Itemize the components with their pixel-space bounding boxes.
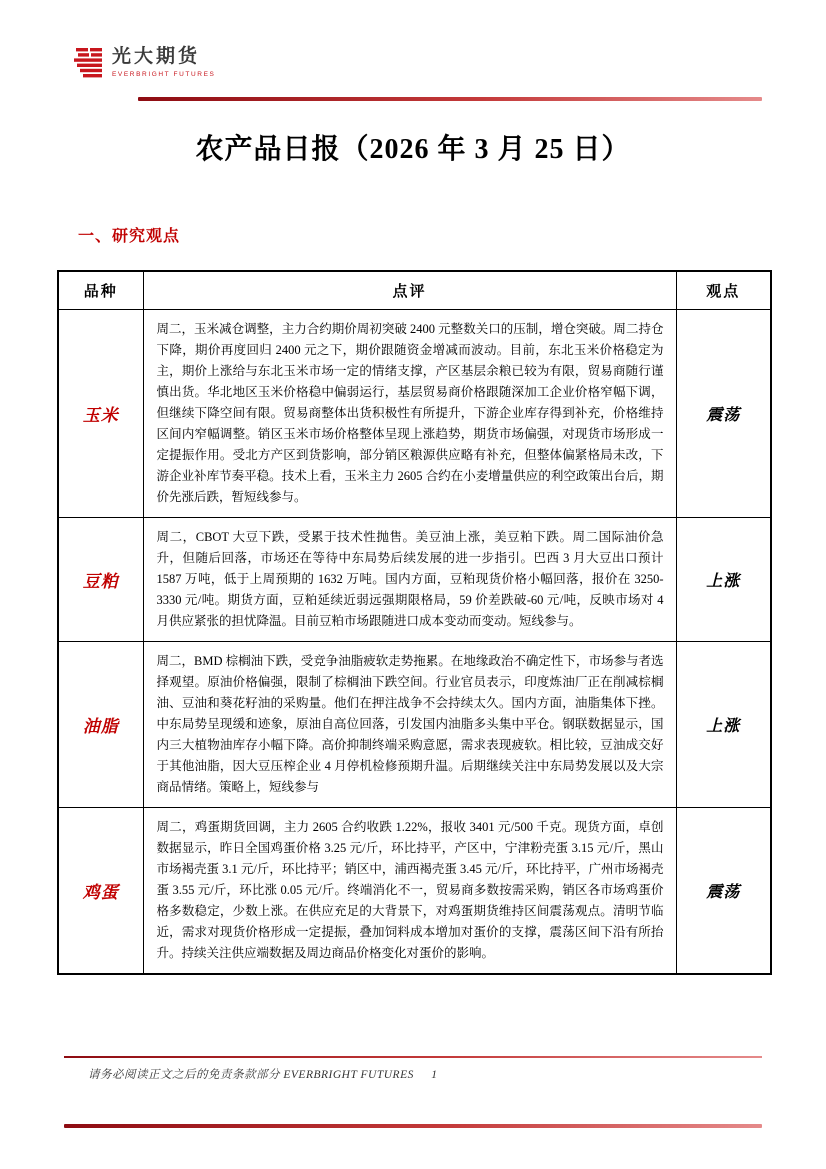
variety-label: 鸡蛋 xyxy=(58,807,143,974)
report-title: 农产品日报（2026 年 3 月 25 日） xyxy=(195,134,631,165)
column-header-variety: 品种 xyxy=(58,271,143,309)
view-label: 震荡 xyxy=(676,309,771,517)
page-bottom-rule xyxy=(64,1124,762,1128)
research-views-table xyxy=(57,270,772,975)
view-label: 上涨 xyxy=(676,517,771,641)
logo xyxy=(74,46,826,88)
disclaimer-text: 请务必阅读正文之后的免责条款部分 EVERBRIGHT FUTURES xyxy=(88,1069,414,1081)
column-header-comment: 点评 xyxy=(143,271,676,309)
page-number: 1 xyxy=(431,1069,438,1081)
variety-label: 豆粕 xyxy=(58,517,143,641)
table-row-soybean-meal xyxy=(58,517,771,641)
footer-divider xyxy=(64,1056,762,1058)
logo-chinese-name: 光大期货 xyxy=(112,46,201,67)
everbright-logo-icon xyxy=(74,47,104,81)
report-header xyxy=(0,0,826,101)
view-label: 震荡 xyxy=(676,807,771,974)
section-heading-research-views: 一、研究观点 xyxy=(78,228,181,245)
comment-text: 周二，鸡蛋期货回调，主力 2605 合约收跌 1.22%，报收 3401 元/500 千克。现货方面，卓创数据显示，昨日全国鸡蛋价格 3.25 元/斤，环比持平，产区中，宁津粉壳蛋 3.15 元/斤，黑山市场褐壳蛋 3.1 元/斤，环比持平；销区中，浦西褐壳蛋 3.45 元/斤，环比持平，广州市场褐壳蛋 3.55 元/斤，环比涨 0.05 元/斤。终端消化不一，贸易商多数按需采购，销区各市场鸡蛋价格多数稳定，少数上涨。在供应充足的大背景下，对鸡蛋期货维持区间震荡观点。清明节临近，需求对现货价格形成一定提振，叠加饲料成本增加对蛋价的支撑，震荡区间下沿有所抬升。持续关注供应端数据及周边商品价格变化对蛋价的影响。 xyxy=(143,807,676,974)
header-divider xyxy=(138,97,762,101)
table-row-corn xyxy=(58,309,771,517)
logo-text xyxy=(112,46,215,78)
table-row-oils xyxy=(58,641,771,807)
column-header-view: 观点 xyxy=(676,271,771,309)
comment-text: 周二，玉米减仓调整，主力合约期价周初突破 2400 元整数关口的压制，增仓突破。周二持仓下降，期价再度回归 2400 元之下，期价跟随资金增减而波动。目前，东北玉米价格稳定为主，期价上涨给与东北玉米市场一定的情绪支撑，产区基层余粮已较为有限，贸易商随行谨慎出货。华北地区玉米价格稳中偏弱运行，基层贸易商价格跟随深加工企业价格窄幅下调，但继续下降空间有限。贸易商整体出货积极性有所提升，下游企业库存得到补充，价格维持区间内窄幅调整。销区玉米市场价格整体呈现上涨趋势，期货市场偏强，对现货市场形成一定提振作用。受北方产区到货影响，部分销区粮源供应略有补充，但整体偏紧格局未改，下游企业补库节奏平稳。技术上看，玉米主力 2605 合约在小麦增量供应的利空政策出台后，期价先涨后跌，暂短线参与。 xyxy=(143,309,676,517)
view-label: 上涨 xyxy=(676,641,771,807)
comment-text: 周二，CBOT 大豆下跌，受累于技术性抛售。美豆油上涨，美豆粕下跌。周二国际油价急升，但随后回落，市场还在等待中东局势后续发展的进一步指引。巴西 3 月大豆出口预计 1587 万吨，低于上周预期的 1632 万吨。国内方面，豆粕现货价格小幅回落，报价在 3250-3330 元/吨。期货方面，豆粕延续近弱远强期限格局，59 价差跌破-60 元/吨，反映市场对 4 月供应紧张的担忧降温。目前豆粕市场跟随进口成本变动而变动。短线参与。 xyxy=(143,517,676,641)
variety-label: 油脂 xyxy=(58,641,143,807)
variety-label: 玉米 xyxy=(58,309,143,517)
logo-english-name: EVERBRIGHT FUTURES xyxy=(112,70,216,78)
table-row-eggs xyxy=(58,807,771,974)
comment-text: 周二，BMD 棕榈油下跌，受竞争油脂疲软走势拖累。在地缘政治不确定性下，市场参与者选择观望。原油价格偏强，限制了棕榈油下跌空间。行业官员表示，印度炼油厂正在削减棕榈油、豆油和葵花籽油的采购量。他们在押注战争不会持续太久。国内方面，油脂集体下挫。中东局势呈现缓和迹象，原油自高位回落，引发国内油脂多头集中平仓。钢联数据显示，国内三大植物油库存小幅下降。高价抑制终端采购意愿，需求表现疲软。相比较，豆油成交好于其他油脂，因大豆压榨企业 4 月停机检修预期升温。后期继续关注中东局势发展以及大宗商品情绪。策略上，短线参与 xyxy=(143,641,676,807)
footer-disclaimer xyxy=(88,1066,437,1082)
table-header-row xyxy=(58,271,771,309)
